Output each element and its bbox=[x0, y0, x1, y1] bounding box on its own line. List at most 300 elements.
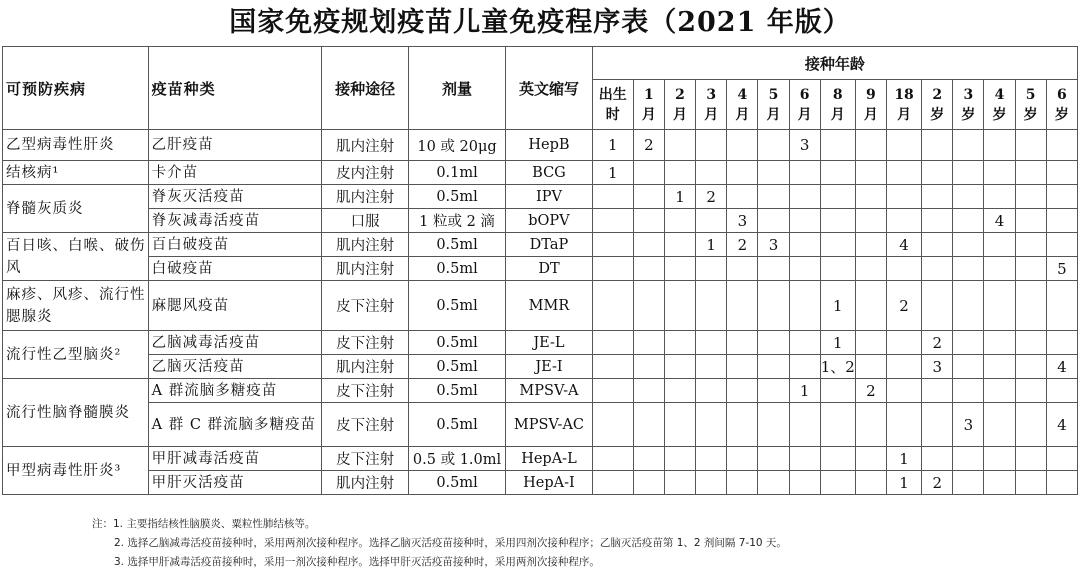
dose-number-cell bbox=[789, 281, 820, 331]
dose-number-cell bbox=[886, 185, 921, 209]
dose-number-cell: 4 bbox=[886, 233, 921, 257]
dose-number-cell bbox=[727, 185, 758, 209]
dose-number-cell bbox=[1046, 161, 1077, 185]
dose-number-cell bbox=[727, 130, 758, 161]
route-cell: 肌内注射 bbox=[322, 233, 408, 257]
vaccine-cell: 麻腮风疫苗 bbox=[148, 281, 322, 331]
dose-number-cell bbox=[592, 185, 633, 209]
age-header-14 bbox=[1046, 80, 1077, 130]
dose-number-cell bbox=[922, 209, 953, 233]
table-row bbox=[3, 331, 1078, 355]
dose-number-cell bbox=[727, 161, 758, 185]
dose-number-cell: 2 bbox=[855, 379, 886, 403]
dose-number-cell bbox=[922, 233, 953, 257]
dose-number-cell bbox=[758, 209, 789, 233]
dose-number-cell bbox=[922, 161, 953, 185]
dose-number-cell bbox=[758, 130, 789, 161]
dose-number-cell bbox=[1015, 130, 1046, 161]
disease-cell: 甲型病毒性肝炎³ bbox=[3, 447, 149, 495]
dose-number-cell bbox=[696, 379, 727, 403]
vaccine-cell: 乙脑灭活疫苗 bbox=[148, 355, 322, 379]
dose-number-cell bbox=[984, 331, 1015, 355]
dose-number-cell bbox=[820, 233, 855, 257]
dose-number-cell bbox=[820, 379, 855, 403]
dose-number-cell: 3 bbox=[789, 130, 820, 161]
dose-number-cell bbox=[696, 130, 727, 161]
age-header-7 bbox=[820, 80, 855, 130]
header-vaccine: 疫苗种类 bbox=[148, 47, 322, 130]
dose-number-cell bbox=[633, 257, 664, 281]
age-header-2 bbox=[664, 80, 695, 130]
dose-number-cell bbox=[1015, 379, 1046, 403]
dose-number-cell: 4 bbox=[1046, 355, 1077, 379]
dose-number-cell bbox=[633, 355, 664, 379]
dose-number-cell bbox=[984, 130, 1015, 161]
vaccine-cell: A 群 C 群流脑多糖疫苗 bbox=[148, 403, 322, 447]
dose-number-cell: 4 bbox=[1046, 403, 1077, 447]
dose-number-cell bbox=[727, 403, 758, 447]
dose-number-cell: 3 bbox=[922, 355, 953, 379]
dose-number-cell bbox=[820, 209, 855, 233]
dose-number-cell bbox=[953, 471, 984, 495]
dose-cell: 10 或 20μg bbox=[408, 130, 505, 161]
dose-number-cell bbox=[696, 447, 727, 471]
vaccine-cell: 乙脑减毒活疫苗 bbox=[148, 331, 322, 355]
dose-number-cell bbox=[953, 161, 984, 185]
dose-number-cell bbox=[1046, 379, 1077, 403]
footnotes bbox=[92, 515, 787, 572]
dose-number-cell: 1 bbox=[592, 130, 633, 161]
dose-number-cell bbox=[984, 355, 1015, 379]
dose-number-cell bbox=[592, 379, 633, 403]
dose-number-cell bbox=[664, 447, 695, 471]
dose-number-cell bbox=[758, 161, 789, 185]
dose-number-cell bbox=[696, 257, 727, 281]
dose-number-cell: 3 bbox=[953, 403, 984, 447]
dose-cell: 0.5ml bbox=[408, 403, 505, 447]
dose-cell: 0.5ml bbox=[408, 471, 505, 495]
disease-cell: 结核病¹ bbox=[3, 161, 149, 185]
route-cell: 皮下注射 bbox=[322, 379, 408, 403]
dose-number-cell bbox=[820, 161, 855, 185]
dose-cell: 1 粒或 2 滴 bbox=[408, 209, 505, 233]
age-unit: 月 bbox=[673, 106, 688, 123]
age-unit: 月 bbox=[704, 106, 719, 123]
dose-number-cell bbox=[855, 161, 886, 185]
dose-number-cell: 3 bbox=[727, 209, 758, 233]
dose-number-cell bbox=[886, 130, 921, 161]
age-unit: 岁 bbox=[961, 106, 976, 123]
vaccine-cell: 甲肝减毒活疫苗 bbox=[148, 447, 322, 471]
dose-number-cell bbox=[1046, 281, 1077, 331]
dose-number-cell bbox=[592, 281, 633, 331]
age-header-11 bbox=[953, 80, 984, 130]
header-disease: 可预防疾病 bbox=[3, 47, 149, 130]
dose-number-cell bbox=[1015, 185, 1046, 209]
dose-number-cell: 2 bbox=[633, 130, 664, 161]
footnote-2: 2. 选择乙脑减毒活疫苗接种时，采用两剂次接种程序。选择乙脑灭活疫苗接种时，采用四剂次接种程序；乙脑灭活疫苗第 1、2 剂间隔 7-10 天。 bbox=[114, 537, 787, 549]
dose-number-cell bbox=[592, 403, 633, 447]
table-row bbox=[3, 130, 1078, 161]
age-unit: 月 bbox=[830, 106, 845, 123]
dose-number-cell bbox=[855, 281, 886, 331]
dose-number-cell bbox=[1046, 471, 1077, 495]
dose-number-cell bbox=[820, 257, 855, 281]
vaccine-cell: 乙肝疫苗 bbox=[148, 130, 322, 161]
dose-number-cell bbox=[727, 379, 758, 403]
dose-number-cell bbox=[922, 185, 953, 209]
dose-number-cell bbox=[789, 447, 820, 471]
age-unit: 月 bbox=[797, 106, 812, 123]
dose-number-cell bbox=[758, 471, 789, 495]
abbr-cell: IPV bbox=[506, 185, 592, 209]
dose-number-cell bbox=[855, 471, 886, 495]
table-row bbox=[3, 233, 1078, 257]
dose-number-cell bbox=[1015, 403, 1046, 447]
dose-number-cell bbox=[953, 185, 984, 209]
dose-number-cell bbox=[1046, 233, 1077, 257]
footnote-1: 注：1. 主要指结核性脑膜炎、粟粒性肺结核等。 bbox=[92, 518, 316, 530]
abbr-cell: bOPV bbox=[506, 209, 592, 233]
dose-number-cell bbox=[633, 471, 664, 495]
table-row bbox=[3, 447, 1078, 471]
dose-number-cell bbox=[592, 447, 633, 471]
dose-number-cell bbox=[696, 403, 727, 447]
dose-number-cell: 1 bbox=[820, 281, 855, 331]
dose-number-cell bbox=[633, 403, 664, 447]
dose-number-cell bbox=[633, 331, 664, 355]
age-unit: 岁 bbox=[930, 106, 945, 123]
dose-number-cell bbox=[922, 130, 953, 161]
age-header-6 bbox=[789, 80, 820, 130]
dose-number-cell: 1 bbox=[886, 447, 921, 471]
dose-number-cell bbox=[633, 161, 664, 185]
dose-number-cell bbox=[1015, 471, 1046, 495]
dose-number-cell: 1 bbox=[886, 471, 921, 495]
age-unit: 月 bbox=[863, 106, 878, 123]
table-row bbox=[3, 257, 1078, 281]
dose-number-cell bbox=[633, 209, 664, 233]
dose-number-cell bbox=[664, 331, 695, 355]
dose-number-cell bbox=[953, 331, 984, 355]
header-abbr: 英文缩写 bbox=[506, 47, 592, 130]
table-row bbox=[3, 355, 1078, 379]
dose-number-cell bbox=[855, 331, 886, 355]
dose-number-cell bbox=[953, 355, 984, 379]
dose-number-cell bbox=[953, 209, 984, 233]
dose-number-cell: 1 bbox=[664, 185, 695, 209]
dose-cell: 0.5ml bbox=[408, 233, 505, 257]
dose-number-cell bbox=[727, 471, 758, 495]
dose-cell: 0.1ml bbox=[408, 161, 505, 185]
dose-number-cell bbox=[727, 355, 758, 379]
dose-cell: 0.5ml bbox=[408, 355, 505, 379]
dose-number-cell bbox=[758, 185, 789, 209]
dose-number-cell bbox=[886, 331, 921, 355]
dose-number-cell bbox=[984, 233, 1015, 257]
dose-number-cell bbox=[696, 161, 727, 185]
dose-number-cell bbox=[696, 355, 727, 379]
abbr-cell: HepA-I bbox=[506, 471, 592, 495]
age-value: 18 bbox=[894, 86, 914, 103]
age-header-0 bbox=[592, 80, 633, 130]
dose-number-cell bbox=[633, 447, 664, 471]
dose-number-cell bbox=[664, 257, 695, 281]
age-value: 8 bbox=[832, 86, 843, 103]
vaccine-cell: 脊灰减毒活疫苗 bbox=[148, 209, 322, 233]
dose-number-cell bbox=[727, 447, 758, 471]
abbr-cell: MMR bbox=[506, 281, 592, 331]
age-unit: 岁 bbox=[1023, 106, 1038, 123]
dose-number-cell bbox=[820, 447, 855, 471]
dose-number-cell bbox=[592, 209, 633, 233]
dose-number-cell bbox=[922, 403, 953, 447]
age-unit: 岁 bbox=[992, 106, 1007, 123]
dose-number-cell: 2 bbox=[922, 471, 953, 495]
dose-number-cell bbox=[789, 331, 820, 355]
dose-number-cell bbox=[1046, 331, 1077, 355]
dose-number-cell bbox=[758, 447, 789, 471]
dose-cell: 0.5ml bbox=[408, 379, 505, 403]
route-cell: 皮下注射 bbox=[322, 331, 408, 355]
dose-number-cell bbox=[1015, 355, 1046, 379]
dose-number-cell bbox=[886, 403, 921, 447]
dose-number-cell bbox=[664, 130, 695, 161]
vaccine-cell: 甲肝灭活疫苗 bbox=[148, 471, 322, 495]
dose-number-cell bbox=[1015, 447, 1046, 471]
vaccine-cell: 百白破疫苗 bbox=[148, 233, 322, 257]
age-unit: 时 bbox=[605, 106, 620, 123]
dose-number-cell bbox=[633, 185, 664, 209]
age-value: 2 bbox=[932, 86, 943, 103]
age-header-1 bbox=[633, 80, 664, 130]
dose-number-cell bbox=[953, 257, 984, 281]
table-row bbox=[3, 471, 1078, 495]
dose-number-cell bbox=[984, 379, 1015, 403]
dose-number-cell bbox=[1015, 331, 1046, 355]
route-cell: 皮内注射 bbox=[322, 161, 408, 185]
dose-number-cell bbox=[592, 355, 633, 379]
dose-number-cell bbox=[855, 257, 886, 281]
dose-number-cell bbox=[789, 403, 820, 447]
dose-number-cell bbox=[758, 331, 789, 355]
dose-number-cell bbox=[1015, 209, 1046, 233]
dose-number-cell: 5 bbox=[1046, 257, 1077, 281]
route-cell: 肌内注射 bbox=[322, 185, 408, 209]
dose-number-cell bbox=[886, 209, 921, 233]
dose-number-cell bbox=[664, 161, 695, 185]
dose-cell: 0.5ml bbox=[408, 257, 505, 281]
dose-number-cell bbox=[789, 185, 820, 209]
dose-number-cell bbox=[820, 403, 855, 447]
dose-number-cell bbox=[1015, 281, 1046, 331]
dose-number-cell bbox=[953, 281, 984, 331]
age-value: 3 bbox=[706, 86, 717, 103]
dose-number-cell: 2 bbox=[727, 233, 758, 257]
dose-number-cell bbox=[1015, 161, 1046, 185]
footnote-3: 3. 选择甲肝减毒活疫苗接种时，采用一剂次接种程序。选择甲肝灭活疫苗接种时，采用两剂次接种程序。 bbox=[114, 556, 600, 568]
age-unit: 月 bbox=[766, 106, 781, 123]
age-value: 出生 bbox=[598, 86, 627, 103]
dose-number-cell bbox=[922, 379, 953, 403]
header-dose: 剂量 bbox=[408, 47, 505, 130]
dose-number-cell bbox=[922, 447, 953, 471]
dose-cell: 0.5ml bbox=[408, 185, 505, 209]
dose-number-cell bbox=[855, 130, 886, 161]
disease-cell: 流行性脑脊髓膜炎 bbox=[3, 379, 149, 447]
dose-cell: 0.5 或 1.0ml bbox=[408, 447, 505, 471]
dose-number-cell bbox=[886, 355, 921, 379]
disease-cell: 麻疹、风疹、流行性腮腺炎 bbox=[3, 281, 149, 331]
dose-number-cell bbox=[696, 281, 727, 331]
dose-cell: 0.5ml bbox=[408, 331, 505, 355]
age-header-8 bbox=[855, 80, 886, 130]
dose-number-cell bbox=[855, 355, 886, 379]
dose-number-cell bbox=[758, 355, 789, 379]
age-header-4 bbox=[727, 80, 758, 130]
dose-number-cell bbox=[984, 403, 1015, 447]
age-value: 5 bbox=[1025, 86, 1036, 103]
route-cell: 肌内注射 bbox=[322, 355, 408, 379]
dose-number-cell bbox=[696, 331, 727, 355]
dose-number-cell bbox=[953, 233, 984, 257]
dose-number-cell bbox=[592, 233, 633, 257]
abbr-cell: MPSV-AC bbox=[506, 403, 592, 447]
dose-number-cell bbox=[789, 355, 820, 379]
dose-number-cell bbox=[984, 185, 1015, 209]
dose-number-cell: 2 bbox=[696, 185, 727, 209]
dose-number-cell: 1 bbox=[820, 331, 855, 355]
dose-number-cell bbox=[727, 257, 758, 281]
dose-number-cell bbox=[758, 281, 789, 331]
dose-number-cell bbox=[789, 257, 820, 281]
dose-number-cell bbox=[633, 379, 664, 403]
table-row bbox=[3, 185, 1078, 209]
dose-cell: 0.5ml bbox=[408, 281, 505, 331]
dose-number-cell bbox=[727, 331, 758, 355]
dose-number-cell bbox=[855, 447, 886, 471]
dose-number-cell bbox=[855, 185, 886, 209]
table-row bbox=[3, 161, 1078, 185]
age-value: 4 bbox=[737, 86, 748, 103]
table-row bbox=[3, 379, 1078, 403]
dose-number-cell bbox=[727, 281, 758, 331]
dose-number-cell bbox=[758, 257, 789, 281]
dose-number-cell bbox=[953, 379, 984, 403]
dose-number-cell bbox=[922, 257, 953, 281]
age-value: 6 bbox=[1056, 86, 1067, 103]
table-row bbox=[3, 403, 1078, 447]
dose-number-cell bbox=[758, 379, 789, 403]
abbr-cell: JE-I bbox=[506, 355, 592, 379]
dose-number-cell bbox=[820, 185, 855, 209]
age-unit: 月 bbox=[735, 106, 750, 123]
dose-number-cell bbox=[664, 209, 695, 233]
dose-number-cell bbox=[1015, 257, 1046, 281]
age-header-13 bbox=[1015, 80, 1046, 130]
dose-number-cell bbox=[592, 331, 633, 355]
age-value: 4 bbox=[994, 86, 1005, 103]
disease-cell: 百日咳、白喉、破伤风 bbox=[3, 233, 149, 281]
page-title: 国家免疫规划疫苗儿童免疫程序表（2021 年版） bbox=[229, 7, 851, 38]
age-unit: 月 bbox=[641, 106, 656, 123]
immunization-schedule-table bbox=[2, 46, 1078, 495]
vaccine-cell: 脊灰灭活疫苗 bbox=[148, 185, 322, 209]
dose-number-cell: 1、2 bbox=[820, 355, 855, 379]
disease-cell: 脊髓灰质炎 bbox=[3, 185, 149, 233]
header-age-group: 接种年龄 bbox=[592, 47, 1077, 80]
dose-number-cell bbox=[820, 471, 855, 495]
dose-number-cell bbox=[1046, 209, 1077, 233]
dose-number-cell bbox=[855, 209, 886, 233]
header-route: 接种途径 bbox=[322, 47, 408, 130]
dose-number-cell bbox=[633, 281, 664, 331]
dose-number-cell bbox=[664, 379, 695, 403]
dose-number-cell bbox=[592, 257, 633, 281]
abbr-cell: BCG bbox=[506, 161, 592, 185]
route-cell: 皮下注射 bbox=[322, 403, 408, 447]
disease-cell: 流行性乙型脑炎² bbox=[3, 331, 149, 379]
age-header-9 bbox=[886, 80, 921, 130]
dose-number-cell: 2 bbox=[886, 281, 921, 331]
dose-number-cell: 4 bbox=[984, 209, 1015, 233]
dose-number-cell bbox=[789, 471, 820, 495]
dose-number-cell bbox=[855, 403, 886, 447]
dose-number-cell bbox=[664, 281, 695, 331]
dose-number-cell bbox=[984, 281, 1015, 331]
age-value: 2 bbox=[675, 86, 685, 103]
dose-number-cell bbox=[592, 471, 633, 495]
dose-number-cell bbox=[758, 403, 789, 447]
age-unit: 岁 bbox=[1054, 106, 1069, 123]
dose-number-cell bbox=[1015, 233, 1046, 257]
dose-number-cell bbox=[696, 209, 727, 233]
route-cell: 肌内注射 bbox=[322, 471, 408, 495]
dose-number-cell bbox=[886, 161, 921, 185]
dose-number-cell bbox=[633, 233, 664, 257]
abbr-cell: JE-L bbox=[506, 331, 592, 355]
route-cell: 皮下注射 bbox=[322, 281, 408, 331]
dose-number-cell bbox=[953, 447, 984, 471]
dose-number-cell bbox=[886, 257, 921, 281]
dose-number-cell bbox=[1046, 185, 1077, 209]
dose-number-cell bbox=[984, 257, 1015, 281]
age-header-10 bbox=[922, 80, 953, 130]
dose-number-cell bbox=[789, 233, 820, 257]
dose-number-cell: 1 bbox=[789, 379, 820, 403]
dose-number-cell bbox=[886, 379, 921, 403]
age-header-12 bbox=[984, 80, 1015, 130]
dose-number-cell bbox=[820, 130, 855, 161]
route-cell: 肌内注射 bbox=[322, 257, 408, 281]
dose-number-cell bbox=[984, 471, 1015, 495]
age-value: 5 bbox=[768, 86, 779, 103]
disease-cell: 乙型病毒性肝炎 bbox=[3, 130, 149, 161]
dose-number-cell bbox=[984, 447, 1015, 471]
abbr-cell: DT bbox=[506, 257, 592, 281]
age-unit: 月 bbox=[897, 106, 912, 123]
table-row bbox=[3, 281, 1078, 331]
age-header-3 bbox=[696, 80, 727, 130]
age-value: 1 bbox=[644, 86, 654, 103]
age-value: 3 bbox=[963, 86, 974, 103]
dose-number-cell bbox=[664, 403, 695, 447]
vaccine-cell: A 群流脑多糖疫苗 bbox=[148, 379, 322, 403]
abbr-cell: HepA-L bbox=[506, 447, 592, 471]
route-cell: 口服 bbox=[322, 209, 408, 233]
dose-number-cell bbox=[1046, 447, 1077, 471]
dose-number-cell bbox=[664, 233, 695, 257]
